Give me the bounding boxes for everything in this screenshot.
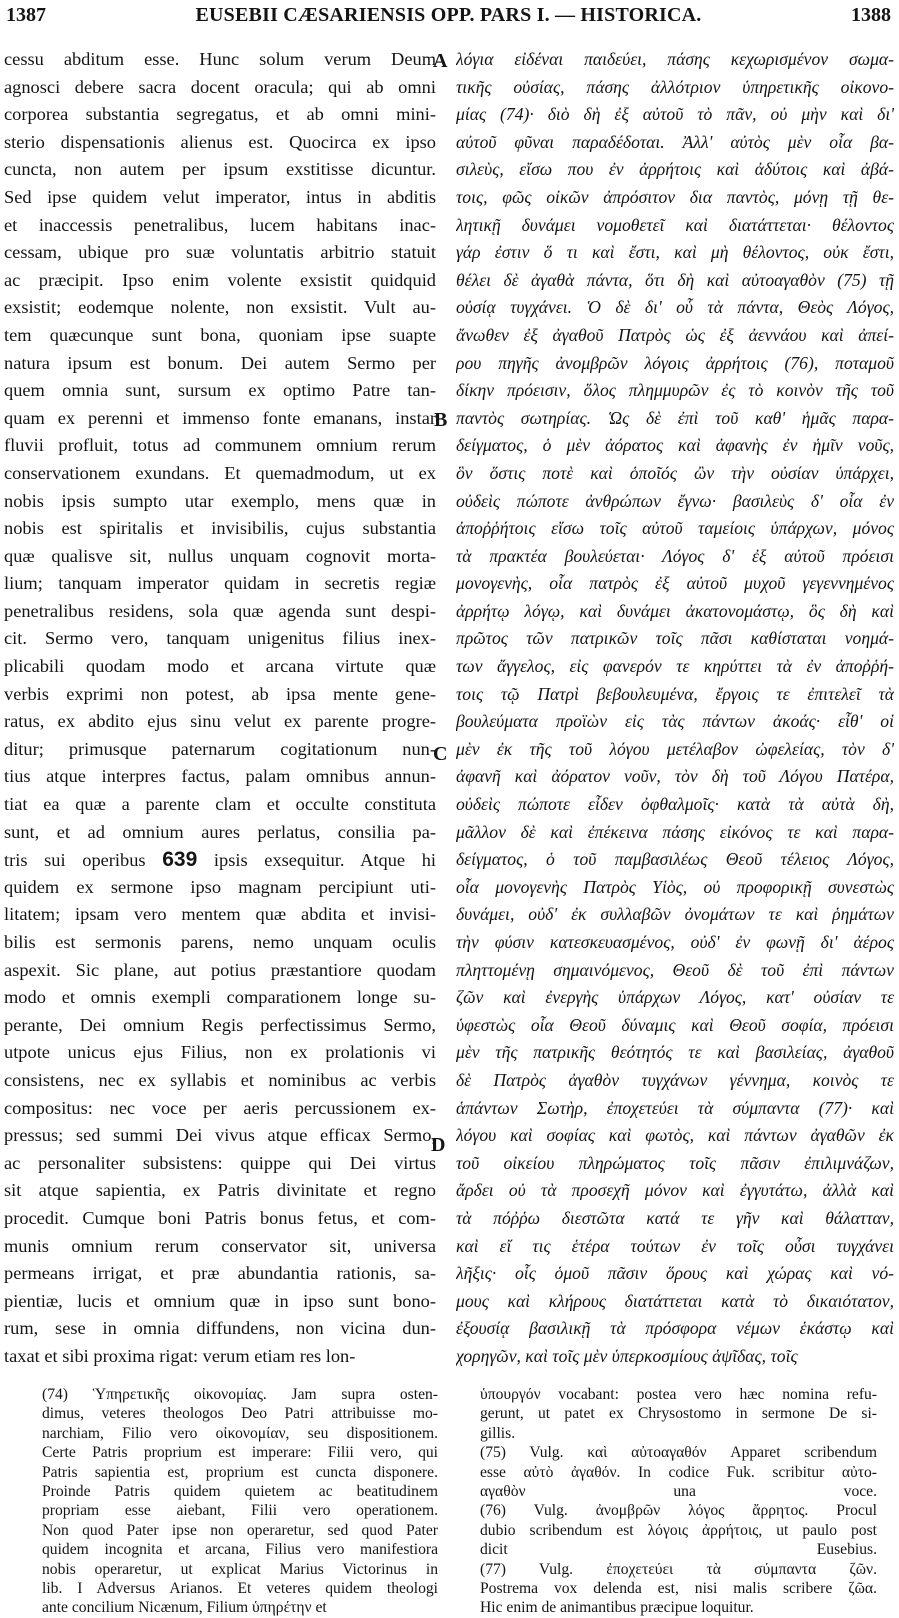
- page-number-left: 1387: [6, 4, 46, 26]
- greek-text-line: θέλει δὲ ἀγαθὰ πάντα, ὅτι δὴ καὶ αὐτοαγαθὸν (75) τῇ: [456, 269, 894, 290]
- latin-text-line: procedit. Cumque boni Patris bonus fetus, et com-: [4, 1207, 436, 1228]
- latin-text-line: sit atque sapientia, ex Patris divinitate et regno: [4, 1180, 436, 1201]
- footnote-line: lib. I Adversus Arianos. Et veteres quidem theologi: [42, 1579, 438, 1597]
- footnote-line: Hic enim de animantibus præcipue loquitur.: [480, 1599, 754, 1617]
- page-number-right: 1388: [851, 4, 891, 26]
- footnote-line: quidem incognita et arcana, Filius vero manifestiora: [42, 1541, 438, 1559]
- greek-text-line: λητικῇ δυνάμει νομοθετεῖ καὶ διατάττεται· θέλοντος: [456, 214, 894, 235]
- greek-text-line: δὲ Πατρὸς ἀγαθὸν τυγχάνων γέννημα, κοινὸς τε: [456, 1069, 894, 1090]
- footnote-line: dicit Eusebius.: [480, 1541, 877, 1559]
- footnotes-right: [480, 1385, 877, 1617]
- greek-text-line: τὴν φύσιν κατεσκευασμένος, οὐδ' ἐν φωνῇ δι' ἀέρος: [456, 932, 894, 952]
- greek-text-line: παντὸς σωτηρίας. Ὡς δὲ ἐπὶ τοῦ καθ' ἡμᾶς παρα-: [456, 407, 894, 428]
- latin-text-line: pressus; sed summi Dei vivus atque efficax Sermo,: [4, 1125, 436, 1146]
- latin-text-line: et inaccessis penetralibus, lucem habitans inac-: [4, 214, 436, 235]
- latin-text-line: consistens, nec ex syllabis et nominibus ac verbis: [4, 1069, 436, 1090]
- latin-column: [4, 46, 436, 1371]
- latin-text-line: quidem ex sermone ipso magnam percipiunt uti-: [4, 876, 436, 897]
- footnote-line: Proinde Patris quidem quietem ac beatitudinem: [42, 1482, 438, 1500]
- greek-text-line: βουλεύματα προϊὼν εἰς τὰς πάντων ἀκοάς· εἶθ' οἱ: [456, 711, 894, 732]
- greek-text-line: οὐσίᾳ τυγχάνει. Ὁ δὲ δι' οὗ τὰ πάντα, Θεὸς Λόγος,: [456, 297, 894, 318]
- footnote-line: Non quod Pater ipse non operaretur, sed quod Pater: [42, 1521, 438, 1539]
- greek-text-line: μίας (74)· διὸ δὴ ἐξ αὐτοῦ τὸ πᾶν, οὐ μὴν καὶ δι': [456, 104, 894, 125]
- greek-text-line: οὐδεὶς πώποτε ἀνθρώπων ἔγνω· βασιλεὺς δ' οἷα ἐν: [456, 490, 894, 511]
- footnote-line: dubio scribendum est λόγοις ἀρρήτοις, ut paulo post: [480, 1521, 877, 1539]
- greek-text-line: ἁπάντων Σωτὴρ, ἐποχετεύει τὰ σύμπαντα (77)· καὶ: [456, 1097, 894, 1118]
- latin-text-line: conservationem exundans. Et quemadmodum, ut ex: [4, 462, 436, 483]
- greek-text-line: τικῆς οὐσίας, πάσης ἀλλότριον ὑπηρετικῆς οἰκονο-: [456, 76, 894, 97]
- latin-text-line: tris sui operibus 639 ipsis exsequitur. Atque hi: [4, 848, 436, 872]
- section-marker-a: A: [433, 50, 448, 72]
- greek-column: [456, 46, 894, 1371]
- latin-text-line: permeans irrigat, et præ abundantia rationis, sa-: [4, 1263, 436, 1284]
- footnote-line: (77) Vulg. ἐποχετεύει τὰ σύμπαντα ζῶν.: [480, 1560, 877, 1578]
- greek-text-line: λόγια εἰδέναι παιδεύει, πάσης κεχωρισμένον σωμα-: [456, 49, 894, 69]
- latin-text-line: tiat ea quæ a parente clam et occulte constituta: [4, 794, 436, 815]
- greek-text-line: μονογενὴς, οἷα πατρὸς ἐξ αὐτοῦ μυχοῦ γεγεννημένος: [456, 573, 894, 594]
- footnote-line: (76) Vulg. ἀνομβρῶν λόγος ἄρρητος. Procul: [480, 1502, 877, 1520]
- latin-text-line: litatem; ipsam vero mentem quæ abdita et invisi-: [4, 904, 436, 925]
- latin-text-line: sunt, et ad omnium aures perlatus, consilia pa-: [4, 821, 436, 842]
- greek-text-line: μους καὶ κλήρους διατάττεται κατὰ τὸ δικαιότατον,: [456, 1290, 894, 1311]
- latin-text-line: aspexit. Sic plane, aut potius præstantiore quodam: [4, 959, 436, 980]
- greek-text-line: πρῶτος τῶν πατρικῶν τοῖς πᾶσι καθίσταται νοημά-: [456, 628, 894, 649]
- greek-text-line: οἷα μονογενὴς Πατρὸς Υἱὸς, οὐ προφορικῇ συνεστὼς: [456, 876, 894, 897]
- footnote-line: (75) Vulg. καὶ αὐτοαγαθόν Apparet scribendum: [480, 1444, 877, 1462]
- latin-text-line: nobis ipsis sumpto utar exemplo, mens quæ in: [4, 490, 436, 511]
- greek-text-line: ἄρδει οὐ τὰ προσεχῆ μόνον καὶ ἐγγυτάτω, ἀλλὰ καὶ: [456, 1180, 894, 1201]
- greek-text-line: ζῶν καὶ ἐνεργὴς ὑπάρχων Λόγος, κατ' οὐσίαν τε: [456, 987, 894, 1008]
- section-marker-c: C: [433, 743, 448, 765]
- latin-text-line: ac personaliter subsistens: quippe qui Dei virtus: [4, 1152, 436, 1173]
- greek-text-line: οὐδεὶς πώποτε εἶδεν ὀφθαλμοῖς· κατὰ τὰ αὐτὰ δὴ,: [456, 794, 894, 815]
- latin-text-line: sterio dispensationis alienus est. Quocirca ex ipso: [4, 131, 436, 152]
- latin-text-line: cessu abditum esse. Hunc solum verum Deum: [4, 49, 436, 69]
- latin-text-line: plicabili quodam modo et arcana virtute quæ: [4, 656, 436, 677]
- latin-text-line: Sed ipse quidem velut imperator, intus in abditis: [4, 186, 436, 207]
- greek-text-line: λόγου καὶ σοφίας καὶ φωτὸς, καὶ πάντων ἀγαθῶν ἐκ: [456, 1125, 894, 1146]
- greek-text-line: τὰ πρακτέα βουλεύεται· Λόγος δ' ἐξ αὐτοῦ πρόεισι: [456, 545, 894, 566]
- latin-text-line: ratus, ex abdito ejus sinu velut ex parente progre-: [4, 711, 436, 732]
- latin-text-line: compositus: nec voce per aeris percussionem ex-: [4, 1097, 436, 1118]
- latin-text-line: ditur; primusque paternarum cogitationum nun-: [4, 738, 436, 759]
- greek-text-line: καὶ εἴ τις ἑτέρα τούτων ἐν τοῖς οὖσι τυγχάνει: [456, 1235, 894, 1256]
- latin-text-line: rum, sese in omnia diffundens, non vicina dun-: [4, 1318, 436, 1339]
- greek-text-line: ὑφεστὼς οἷα Θεοῦ δύναμις καὶ Θεοῦ σοφία, πρόεισι: [456, 1014, 894, 1035]
- footnote-line: Certe Patris proprium est imperare: Filii vero, qui: [42, 1444, 438, 1462]
- latin-text-line: quam ex perenni et immenso fonte emanans, instar: [4, 407, 436, 428]
- greek-text-line: δίκην πρόεισιν, ὅλος πλημμυρῶν ἐς τὸ κοινὸν τῆς τοῦ: [456, 380, 894, 401]
- latin-text-line: tem quæcunque sunt bona, quoniam ipse suapte: [4, 324, 436, 345]
- latin-text-line: quem omnia sunt, sursum ex optimo Patre tan-: [4, 380, 436, 401]
- greek-text-line: πληττομένῃ σημαινόμενος, Θεοῦ δὲ τοῦ ἐπὶ πάντων: [456, 959, 894, 980]
- greek-text-line: ἀφανῆ καὶ ἀόρατον νοῦν, τὸν δὴ τοῦ Λόγου Πατέρα,: [456, 766, 894, 787]
- latin-text-line: munis omnium rerum conservator sit, universa: [4, 1235, 436, 1256]
- latin-text-line: modo et omnis exempli comparationem longe su-: [4, 987, 436, 1008]
- latin-text-line: taxat et sibi proxima rigat: verum etiam res lon-: [4, 1345, 356, 1366]
- latin-text-line: ac præcipit. Ipso enim volente exsistit quidquid: [4, 269, 436, 290]
- latin-text-line: tius atque interpres factus, palam omnibus annun-: [4, 766, 436, 787]
- latin-text-line: corporea substantia segregatus, et ab omni mini-: [4, 104, 436, 125]
- greek-text-line: μὲν τῆς πατρικῆς θεότητός τε καὶ βασιλείας, ἀγαθοῦ: [456, 1042, 894, 1063]
- latin-text-line: perante, Dei omnium Regis perfectissimus Sermo,: [4, 1014, 436, 1035]
- latin-text-line: cit. Sermo vero, tanquam unigenitus filius inex-: [4, 628, 436, 649]
- footnote-line: (74) Ὑπηρετικῆς οἰκονομίας. Jam supra osten-: [42, 1386, 438, 1403]
- latin-text-line: natura ipsum est bonum. Dei autem Sermo per: [4, 352, 436, 373]
- greek-text-line: μᾶλλον δὲ καὶ ἐπέκεινα πάσης εἰκόνος τε καὶ παρα-: [456, 821, 894, 842]
- latin-text-line: agnosci debere sacra docent oracula; qui ab omni: [4, 76, 436, 97]
- footnote-line: Postrema vox delenda est, nisi malis scribere ζῶα.: [480, 1579, 877, 1597]
- footnote-line: ante concilium Nicænum, Filium ὑπηρέτην et: [42, 1599, 327, 1617]
- page-header: [6, 4, 891, 34]
- latin-text-line: quæ qualisve sit, nullus unquam cognovit morta-: [4, 545, 436, 566]
- greek-text-line: ὃν ὅστις ποτὲ καὶ ὁποῖός ὢν τὴν οὐσίαν ὑπάρχει,: [456, 462, 894, 483]
- footnote-line: ὑπουργόν vocabant: postea vero hæc nomina refu-: [480, 1386, 877, 1403]
- greek-text-line: δείγματος, ὁ μὲν ἀόρατος καὶ ἀφανὴς ἐν ἡμῖν νοῦς,: [456, 435, 894, 456]
- latin-text-line: bilis est sermonis parens, nemo unquam oculis: [4, 932, 436, 952]
- latin-text-line: exsistit; eodemque nolente, non exsistit. Vult au-: [4, 297, 436, 318]
- greek-text-line: λῆξις· οἷς ὁμοῦ πᾶσιν ὅρους καὶ χώρας καὶ νό-: [456, 1263, 894, 1284]
- section-marker-d: D: [431, 1134, 446, 1156]
- latin-text-line: verbis exprimi non potest, ab ipsa mente gene-: [4, 683, 436, 704]
- greek-text-line: τοῦ οἰκείου πληρώματος τοῖς πᾶσιν ἐπιλιμνάζων,: [456, 1152, 894, 1173]
- greek-text-line: ἀρρήτῳ λόγῳ, καὶ δυνάμει ἀκατονομάστῳ, ὃς δὴ καὶ: [456, 600, 894, 621]
- latin-text-line: cuncta, non autem per ipsum exstitisse dicuntur.: [4, 159, 436, 180]
- footnote-line: αγαθὸν una voce.: [480, 1482, 877, 1500]
- footnotes-left: [42, 1385, 438, 1617]
- greek-text-line: γάρ ἐστιν ὅ τι καὶ ἔστι, καὶ μὴ θέλοντος, οὐκ ἔστι,: [456, 242, 894, 263]
- latin-text-line: utpote unicus ejus Filius, non ex prolationis vi: [4, 1042, 436, 1063]
- footnote-line: gillis.: [480, 1424, 516, 1442]
- section-marker-b: B: [434, 409, 448, 431]
- greek-text-line: ἐξουσίᾳ βασιλικῇ τὰ πρόσφορα νέμων ἑκάστῳ καὶ: [456, 1318, 894, 1339]
- footnote-line: esse αὐτὸ ἀγαθόν. In codice Fuk. scribitur αὐτο-: [480, 1463, 877, 1481]
- latin-text-line: lium; tanquam imperator quidam in secretis regiæ: [4, 573, 436, 594]
- footnote-line: propriam esse aiebant, Filii vero operationem.: [42, 1502, 438, 1520]
- greek-text-line: αὐτοῦ φῦναι παραδέδοται. Ἀλλ' αὐτὸς μὲν οἷα βα-: [456, 131, 894, 152]
- latin-text-line: penetralibus residens, sola quæ agenda sunt despi-: [4, 600, 436, 621]
- footnote-line: nobis operaretur, ut explicat Marius Victorinus in: [42, 1560, 438, 1578]
- greek-text-line: σιλεὺς, εἴσω που ἐν ἀρρήτοις καὶ ἀδύτοις καὶ ἀβά-: [456, 159, 894, 180]
- footnote-line: dimus, veteres theologos Deo Patri attribuisse mo-: [42, 1405, 438, 1423]
- column-number: 639: [162, 848, 198, 872]
- greek-text-line: δυνάμει, οὐδ' ἐκ συλλαβῶν ὀνομάτων τε καὶ ῥημάτων: [456, 904, 894, 925]
- footnote-line: gerunt, ut patet ex Chrysostomo in sermone De si-: [480, 1405, 877, 1423]
- greek-text-line: των ἄγγελος, εἰς φανερόν τε κηρύττει τὰ ἐν ἀποῤῥή-: [456, 656, 894, 677]
- greek-text-line: ρου πηγῆς ἀνομβρῶν λόγοις ἀρρήτοις (76), ποταμοῦ: [456, 352, 894, 373]
- running-title: EUSEBII CÆSARIENSIS OPP. PARS I. — HISTORICA.: [195, 4, 702, 26]
- greek-text-line: τοις, φῶς οἰκῶν ἀπρόσιτον δια παντὸς, μόνῃ τῇ θε-: [456, 186, 894, 207]
- greek-text-line: δείγματος, ὁ τοῦ παμβασιλέως Θεοῦ τέλειος Λόγος,: [456, 849, 894, 870]
- greek-text-line: μὲν ἐκ τῆς τοῦ λόγου μετέλαβον ὠφελείας, τὸν δ': [456, 738, 894, 759]
- footnote-line: narchiam, Filio vero οἰκονομίαν, seu dispositionem.: [42, 1424, 438, 1442]
- greek-text-line: τοις τῷ Πατρὶ βεβουλευμένα, ἔργοις τε ἐπιτελεῖ τὰ: [456, 683, 894, 704]
- greek-text-line: χορηγῶν, καὶ τοῖς μὲν ὑπερκοσμίους ἁψῖδας, τοῖς: [456, 1345, 798, 1366]
- greek-text-line: τὰ πόῤῥω διεστῶτα κατά τε γῆν καὶ θάλατταν,: [456, 1207, 894, 1228]
- latin-text-line: nobis est spiritalis et invisibilis, cujus substantia: [4, 518, 436, 539]
- greek-text-line: ἀποῤῥήτοις εἴσω τοῖς αὐτοῦ ταμείοις ὑπάρχων, μόνος: [456, 518, 894, 539]
- latin-text-line: pientiæ, lucis et omnium quæ in ipso sunt bono-: [4, 1290, 436, 1311]
- footnote-line: Patris sapientia est, proprium est cuncta disponere.: [42, 1463, 438, 1481]
- greek-text-line: ἄνωθεν ἐξ ἀγαθοῦ Πατρὸς ὡς ἐξ ἀεννάου καὶ ἀπεί-: [456, 324, 894, 345]
- latin-text-line: cessam, ubique pro suæ voluntatis arbitrio statuit: [4, 242, 436, 263]
- latin-text-line: fluvii profluit, totus ad communem omnium rerum: [4, 435, 436, 456]
